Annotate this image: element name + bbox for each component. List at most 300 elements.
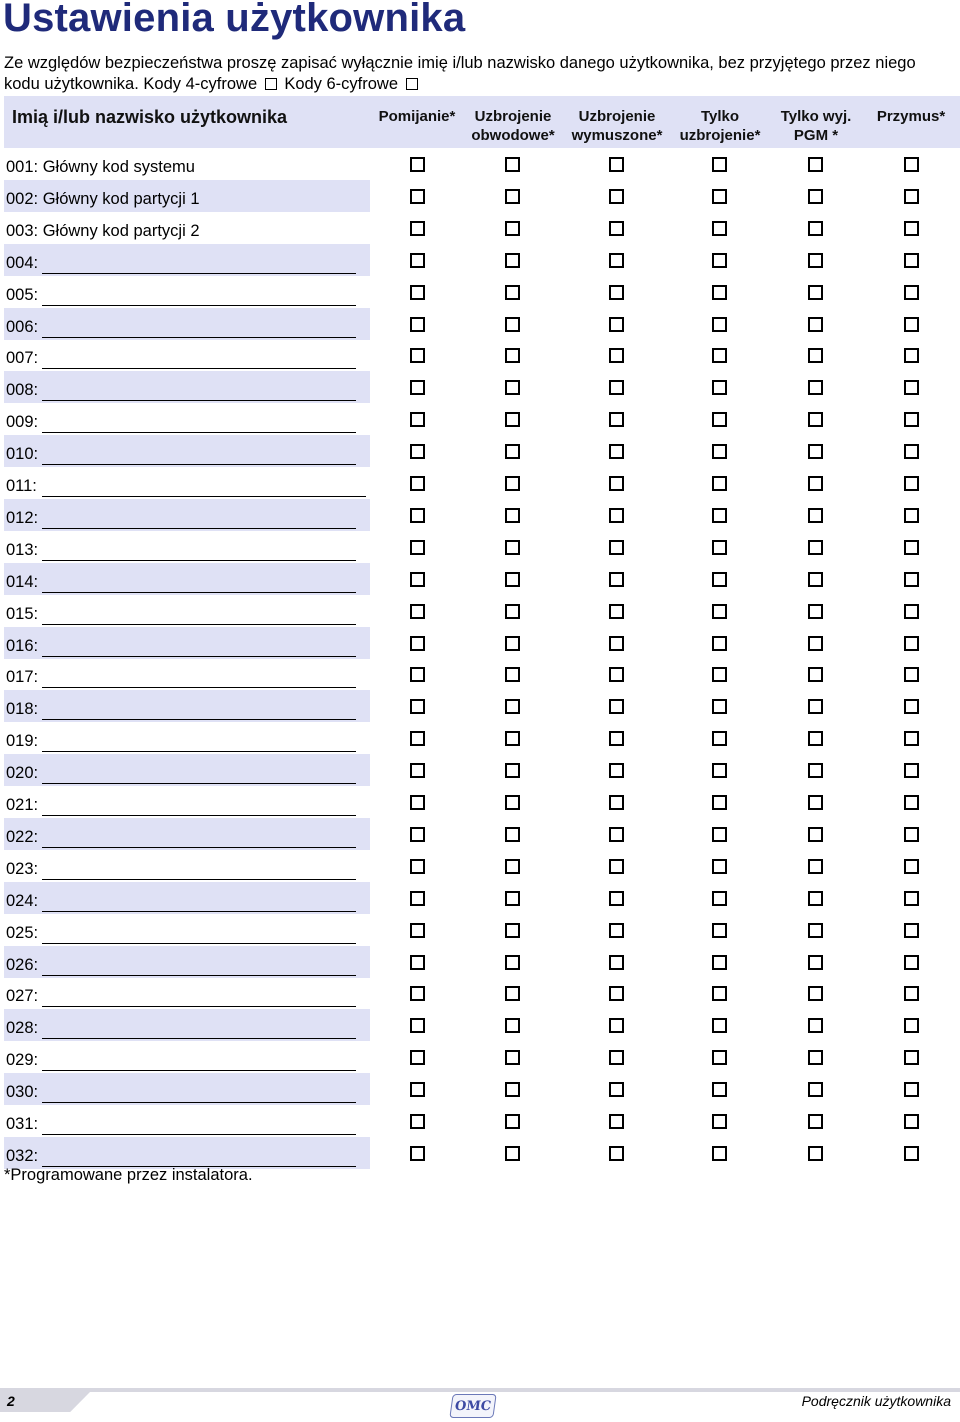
checkbox-stay-arm[interactable] [505, 955, 520, 970]
checkbox-duress[interactable] [904, 763, 919, 778]
checkbox-bypass[interactable] [410, 795, 425, 810]
checkbox-duress[interactable] [904, 636, 919, 651]
checkbox-arm-only[interactable] [712, 636, 727, 651]
checkbox-bypass[interactable] [410, 348, 425, 363]
checkbox-arm-only[interactable] [712, 923, 727, 938]
checkbox-bypass[interactable] [410, 763, 425, 778]
checkbox-stay-arm[interactable] [505, 1114, 520, 1129]
checkbox-duress[interactable] [904, 699, 919, 714]
user-label: 028: [6, 1019, 39, 1037]
user-name-field[interactable] [42, 337, 356, 338]
checkbox-force-arm[interactable] [609, 285, 624, 300]
table-row [4, 850, 370, 882]
table-row [4, 658, 370, 690]
user-name-field[interactable] [42, 687, 356, 688]
user-name-field[interactable] [42, 783, 356, 784]
checkbox-bypass[interactable] [410, 317, 425, 332]
table-row [4, 308, 370, 340]
user-label: 018: [6, 700, 39, 718]
checkbox-bypass[interactable] [410, 285, 425, 300]
checkbox-bypass[interactable] [410, 412, 425, 427]
checkbox-arm-only[interactable] [712, 540, 727, 555]
checkbox-bypass[interactable] [410, 508, 425, 523]
user-label: 013: [6, 541, 39, 559]
checkbox-arm-only[interactable] [712, 891, 727, 906]
checkbox-pgm-only[interactable] [808, 221, 823, 236]
checkbox-bypass[interactable] [410, 572, 425, 587]
checkbox-force-arm[interactable] [609, 1114, 624, 1129]
checkbox-arm-only[interactable] [712, 1114, 727, 1129]
checkbox-pgm-only[interactable] [808, 348, 823, 363]
checkbox-duress[interactable] [904, 253, 919, 268]
checkbox-force-arm[interactable] [609, 380, 624, 395]
checkbox-duress[interactable] [904, 508, 919, 523]
checkbox-pgm-only[interactable] [808, 444, 823, 459]
checkbox-pgm-only[interactable] [808, 795, 823, 810]
user-label: 021: [6, 796, 39, 814]
checkbox-pgm-only[interactable] [808, 986, 823, 1001]
user-name-field[interactable] [42, 368, 356, 369]
checkbox-stay-arm[interactable] [505, 731, 520, 746]
checkbox-arm-only[interactable] [712, 667, 727, 682]
checkbox-pgm-only[interactable] [808, 317, 823, 332]
checkbox-arm-only[interactable] [712, 285, 727, 300]
checkbox-duress[interactable] [904, 795, 919, 810]
table-row [4, 946, 370, 978]
checkbox-stay-arm[interactable] [505, 189, 520, 204]
checkbox-force-arm[interactable] [609, 476, 624, 491]
checkbox-bypass[interactable] [410, 1114, 425, 1129]
table-row [4, 722, 370, 754]
user-label: 026: [6, 956, 39, 974]
column-header-stay-arm: Uzbrojenie obwodowe* [471, 108, 555, 144]
user-label: 019: [6, 732, 39, 750]
column-header-bypass: Pomijanie* [378, 108, 456, 125]
user-label: 023: [6, 860, 39, 878]
user-label: 031: [6, 1115, 39, 1133]
checkbox-arm-only[interactable] [712, 731, 727, 746]
checkbox-duress[interactable] [904, 986, 919, 1001]
checkbox-stay-arm[interactable] [505, 317, 520, 332]
user-name-field[interactable] [42, 911, 356, 912]
column-header-force-arm: Uzbrojenie wymuszone* [571, 108, 663, 144]
checkbox-arm-only[interactable] [712, 508, 727, 523]
table-row [4, 531, 370, 563]
checkbox-stay-arm[interactable] [505, 636, 520, 651]
checkbox-force-arm[interactable] [609, 636, 624, 651]
checkbox-bypass[interactable] [410, 380, 425, 395]
user-label: 001: Główny kod systemu [6, 158, 195, 176]
checkbox-pgm-only[interactable] [808, 827, 823, 842]
checkbox-stay-arm[interactable] [505, 923, 520, 938]
checkbox-force-arm[interactable] [609, 444, 624, 459]
checkbox-bypass[interactable] [410, 636, 425, 651]
checkbox-pgm-only[interactable] [808, 731, 823, 746]
checkbox-stay-arm[interactable] [505, 1050, 520, 1065]
footnote: *Programowane przez instalatora. [4, 1166, 253, 1184]
column-header-duress: Przymus* [876, 108, 946, 125]
user-label: 030: [6, 1083, 39, 1101]
checkbox-bypass[interactable] [410, 604, 425, 619]
user-name-field[interactable] [42, 592, 356, 593]
user-name-field[interactable] [42, 943, 356, 944]
user-label: 009: [6, 413, 39, 431]
table-row [4, 1073, 370, 1105]
checkbox-stay-arm[interactable] [505, 699, 520, 714]
checkbox-bypass[interactable] [410, 923, 425, 938]
checkbox-bypass[interactable] [410, 699, 425, 714]
checkbox-stay-arm[interactable] [505, 540, 520, 555]
page-title: Ustawienia użytkownika [3, 0, 466, 40]
user-label: 015: [6, 605, 39, 623]
checkbox-stay-arm[interactable] [505, 891, 520, 906]
checkbox-bypass[interactable] [410, 189, 425, 204]
manual-title: Podręcznik użytkownika [801, 1393, 951, 1409]
checkbox-bypass[interactable] [410, 221, 425, 236]
user-label: 014: [6, 573, 39, 591]
checkbox-stay-arm[interactable] [505, 763, 520, 778]
checkbox-force-arm[interactable] [609, 986, 624, 1001]
checkbox-force-arm[interactable] [609, 412, 624, 427]
checkbox-stay-arm[interactable] [505, 508, 520, 523]
checkbox-bypass[interactable] [410, 1082, 425, 1097]
checkbox-arm-only[interactable] [712, 986, 727, 1001]
checkbox-stay-arm[interactable] [505, 285, 520, 300]
checkbox-force-arm[interactable] [609, 253, 624, 268]
checkbox-force-arm[interactable] [609, 955, 624, 970]
user-label: 025: [6, 924, 39, 942]
table-row [4, 276, 370, 308]
checkbox-force-arm[interactable] [609, 572, 624, 587]
checkbox-pgm-only[interactable] [808, 572, 823, 587]
checkbox-force-arm[interactable] [609, 317, 624, 332]
checkbox-stay-arm[interactable] [505, 859, 520, 874]
checkbox-pgm-only[interactable] [808, 540, 823, 555]
checkbox-duress[interactable] [904, 667, 919, 682]
checkbox-arm-only[interactable] [712, 827, 727, 842]
intro-text-6: Kody 6-cyfrowe [284, 75, 399, 93]
checkbox-force-arm[interactable] [609, 667, 624, 682]
checkbox-pgm-only[interactable] [808, 380, 823, 395]
checkbox-duress[interactable] [904, 1050, 919, 1065]
checkbox-duress[interactable] [904, 540, 919, 555]
user-name-field[interactable] [42, 815, 356, 816]
table-row [4, 371, 370, 403]
checkbox-arm-only[interactable] [712, 1146, 727, 1161]
user-label: 024: [6, 892, 39, 910]
checkbox-force-arm[interactable] [609, 1050, 624, 1065]
checkbox-duress[interactable] [904, 604, 919, 619]
footer-rule [0, 1388, 960, 1392]
checkbox-bypass[interactable] [410, 1018, 425, 1033]
user-label: 007: [6, 349, 39, 367]
checkbox-pgm-only[interactable] [808, 189, 823, 204]
checkbox-force-arm[interactable] [609, 699, 624, 714]
checkbox-force-arm[interactable] [609, 923, 624, 938]
checkbox-arm-only[interactable] [712, 380, 727, 395]
user-name-field[interactable] [42, 432, 356, 433]
user-label: 020: [6, 764, 39, 782]
user-label: 010: [6, 445, 39, 463]
user-name-field[interactable] [42, 1102, 356, 1103]
checkbox-arm-only[interactable] [712, 795, 727, 810]
checkbox-pgm-only[interactable] [808, 763, 823, 778]
user-name-field[interactable] [42, 273, 356, 274]
checkbox-force-arm[interactable] [609, 859, 624, 874]
user-name-field[interactable] [42, 496, 366, 497]
table-row [4, 467, 370, 499]
table-row [4, 914, 370, 946]
column-header-pgm-only: Tylko wyj. PGM * [780, 108, 852, 144]
user-name-field[interactable] [42, 400, 356, 401]
table-row [4, 882, 370, 914]
user-label: 032: [6, 1147, 39, 1165]
checkbox-arm-only[interactable] [712, 763, 727, 778]
user-name-field[interactable] [42, 751, 356, 752]
checkbox-force-arm[interactable] [609, 189, 624, 204]
checkbox-pgm-only[interactable] [808, 891, 823, 906]
checkbox-duress[interactable] [904, 955, 919, 970]
checkbox-force-arm[interactable] [609, 795, 624, 810]
checkbox-duress[interactable] [904, 189, 919, 204]
checkbox-stay-arm[interactable] [505, 221, 520, 236]
checkbox-arm-only[interactable] [712, 189, 727, 204]
checkbox-bypass[interactable] [410, 1050, 425, 1065]
table-row [4, 212, 370, 244]
checkbox-duress[interactable] [904, 157, 919, 172]
checkbox-duress[interactable] [904, 317, 919, 332]
checkbox-duress[interactable] [904, 1114, 919, 1129]
table-row [4, 435, 370, 467]
checkbox-stay-arm[interactable] [505, 348, 520, 363]
checkbox-duress[interactable] [904, 348, 919, 363]
checkbox-duress[interactable] [904, 923, 919, 938]
checkbox-arm-only[interactable] [712, 1050, 727, 1065]
checkbox-stay-arm[interactable] [505, 986, 520, 1001]
checkbox-arm-only[interactable] [712, 253, 727, 268]
table-row [4, 627, 370, 659]
table-row [4, 244, 370, 276]
checkbox-bypass[interactable] [410, 1146, 425, 1161]
user-label: 012: [6, 509, 39, 527]
checkbox-duress[interactable] [904, 1146, 919, 1161]
user-label: 006: [6, 318, 39, 336]
user-name-field[interactable] [42, 1006, 356, 1007]
checkbox-duress[interactable] [904, 1082, 919, 1097]
user-label: 004: [6, 254, 39, 272]
checkbox-arm-only[interactable] [712, 412, 727, 427]
checkbox-force-arm[interactable] [609, 1082, 624, 1097]
checkbox-pgm-only[interactable] [808, 604, 823, 619]
checkbox-arm-only[interactable] [712, 1082, 727, 1097]
checkbox-force-arm[interactable] [609, 731, 624, 746]
checkbox-force-arm[interactable] [609, 763, 624, 778]
table-header [4, 96, 960, 148]
table-row [4, 690, 370, 722]
checkbox-stay-arm[interactable] [505, 572, 520, 587]
checkbox-force-arm[interactable] [609, 1018, 624, 1033]
checkbox-duress[interactable] [904, 859, 919, 874]
checkbox-arm-only[interactable] [712, 348, 727, 363]
user-name-field[interactable] [42, 1134, 356, 1135]
checkbox-pgm-only[interactable] [808, 157, 823, 172]
checkbox-bypass[interactable] [410, 731, 425, 746]
checkbox-pgm-only[interactable] [808, 412, 823, 427]
table-row [4, 818, 370, 850]
user-name-field[interactable] [42, 1038, 356, 1039]
checkbox-stay-arm[interactable] [505, 380, 520, 395]
checkbox-stay-arm[interactable] [505, 604, 520, 619]
checkbox-stay-arm[interactable] [505, 1018, 520, 1033]
user-label: 005: [6, 286, 39, 304]
name-column-header: Imią i/lub nazwisko użytkownika [12, 107, 288, 127]
checkbox-stay-arm[interactable] [505, 476, 520, 491]
table-row [4, 180, 370, 212]
checkbox-force-arm[interactable] [609, 891, 624, 906]
user-label: 022: [6, 828, 39, 846]
checkbox-arm-only[interactable] [712, 221, 727, 236]
checkbox-stay-arm[interactable] [505, 827, 520, 842]
checkbox-arm-only[interactable] [712, 444, 727, 459]
checkbox-pgm-only[interactable] [808, 1114, 823, 1129]
table-row [4, 563, 370, 595]
table-row [4, 1105, 370, 1137]
checkbox-bypass[interactable] [410, 667, 425, 682]
user-label: 002: Główny kod partycji 1 [6, 190, 200, 208]
checkbox-pgm-only[interactable] [808, 253, 823, 268]
checkbox-force-arm[interactable] [609, 348, 624, 363]
checkbox-arm-only[interactable] [712, 476, 727, 491]
checkbox-stay-arm[interactable] [505, 157, 520, 172]
checkbox-pgm-only[interactable] [808, 1082, 823, 1097]
user-label: 017: [6, 668, 39, 686]
checkbox-arm-only[interactable] [712, 317, 727, 332]
checkbox-bypass[interactable] [410, 253, 425, 268]
checkbox-arm-only[interactable] [712, 1018, 727, 1033]
checkbox-pgm-only[interactable] [808, 859, 823, 874]
user-name-field[interactable] [42, 464, 356, 465]
checkbox-bypass[interactable] [410, 476, 425, 491]
table-row [4, 403, 370, 435]
user-name-field[interactable] [42, 847, 356, 848]
checkbox-duress[interactable] [904, 827, 919, 842]
checkbox-force-arm[interactable] [609, 827, 624, 842]
page-number: 2 [7, 1393, 15, 1409]
table-row [4, 754, 370, 786]
user-name-field[interactable] [42, 560, 356, 561]
checkbox-pgm-only[interactable] [808, 1146, 823, 1161]
user-label: 008: [6, 381, 39, 399]
checkbox-bypass[interactable] [410, 986, 425, 1001]
checkbox-duress[interactable] [904, 572, 919, 587]
checkbox-duress[interactable] [904, 221, 919, 236]
checkbox-duress[interactable] [904, 891, 919, 906]
checkbox-pgm-only[interactable] [808, 1018, 823, 1033]
table-row [4, 786, 370, 818]
table-row [4, 499, 370, 531]
checkbox-pgm-only[interactable] [808, 699, 823, 714]
checkbox-duress[interactable] [904, 444, 919, 459]
checkbox-stay-arm[interactable] [505, 444, 520, 459]
code-4-digit-checkbox[interactable] [265, 78, 277, 90]
code-6-digit-checkbox[interactable] [406, 78, 418, 90]
checkbox-pgm-only[interactable] [808, 285, 823, 300]
checkbox-arm-only[interactable] [712, 699, 727, 714]
user-name-field[interactable] [42, 656, 356, 657]
user-label: 003: Główny kod partycji 2 [6, 222, 200, 240]
user-name-field[interactable] [42, 879, 356, 880]
checkbox-stay-arm[interactable] [505, 795, 520, 810]
checkbox-stay-arm[interactable] [505, 667, 520, 682]
checkbox-pgm-only[interactable] [808, 667, 823, 682]
user-label: 027: [6, 987, 39, 1005]
column-header-arm-only: Tylko uzbrojenie* [679, 108, 761, 144]
checkbox-stay-arm[interactable] [505, 412, 520, 427]
user-name-field[interactable] [42, 528, 356, 529]
user-name-field[interactable] [42, 624, 356, 625]
checkbox-pgm-only[interactable] [808, 476, 823, 491]
user-name-field[interactable] [42, 975, 356, 976]
table-row [4, 1137, 370, 1169]
checkbox-arm-only[interactable] [712, 859, 727, 874]
checkbox-arm-only[interactable] [712, 572, 727, 587]
checkbox-bypass[interactable] [410, 444, 425, 459]
user-name-field[interactable] [42, 305, 356, 306]
checkbox-duress[interactable] [904, 476, 919, 491]
checkbox-force-arm[interactable] [609, 157, 624, 172]
checkbox-force-arm[interactable] [609, 508, 624, 523]
user-label: 011: [6, 477, 37, 495]
checkbox-bypass[interactable] [410, 859, 425, 874]
checkbox-stay-arm[interactable] [505, 1146, 520, 1161]
user-name-field[interactable] [42, 719, 356, 720]
user-name-field[interactable] [42, 1070, 356, 1071]
checkbox-pgm-only[interactable] [808, 923, 823, 938]
checkbox-pgm-only[interactable] [808, 955, 823, 970]
checkbox-arm-only[interactable] [712, 157, 727, 172]
checkbox-pgm-only[interactable] [808, 636, 823, 651]
checkbox-arm-only[interactable] [712, 604, 727, 619]
table-row [4, 339, 370, 371]
table-row [4, 977, 370, 1009]
checkbox-duress[interactable] [904, 285, 919, 300]
checkbox-duress[interactable] [904, 731, 919, 746]
omc-logo: OMC [449, 1394, 496, 1418]
checkbox-stay-arm[interactable] [505, 253, 520, 268]
checkbox-force-arm[interactable] [609, 604, 624, 619]
checkbox-bypass[interactable] [410, 157, 425, 172]
checkbox-force-arm[interactable] [609, 540, 624, 555]
checkbox-duress[interactable] [904, 1018, 919, 1033]
checkbox-stay-arm[interactable] [505, 1082, 520, 1097]
checkbox-pgm-only[interactable] [808, 1050, 823, 1065]
checkbox-bypass[interactable] [410, 891, 425, 906]
checkbox-force-arm[interactable] [609, 1146, 624, 1161]
checkbox-arm-only[interactable] [712, 955, 727, 970]
checkbox-bypass[interactable] [410, 827, 425, 842]
user-label: 029: [6, 1051, 39, 1069]
table-row [4, 1009, 370, 1041]
checkbox-bypass[interactable] [410, 540, 425, 555]
checkbox-force-arm[interactable] [609, 221, 624, 236]
checkbox-bypass[interactable] [410, 955, 425, 970]
table-row [4, 148, 370, 180]
checkbox-duress[interactable] [904, 412, 919, 427]
checkbox-duress[interactable] [904, 380, 919, 395]
table-row [4, 595, 370, 627]
checkbox-pgm-only[interactable] [808, 508, 823, 523]
table-row [4, 1041, 370, 1073]
